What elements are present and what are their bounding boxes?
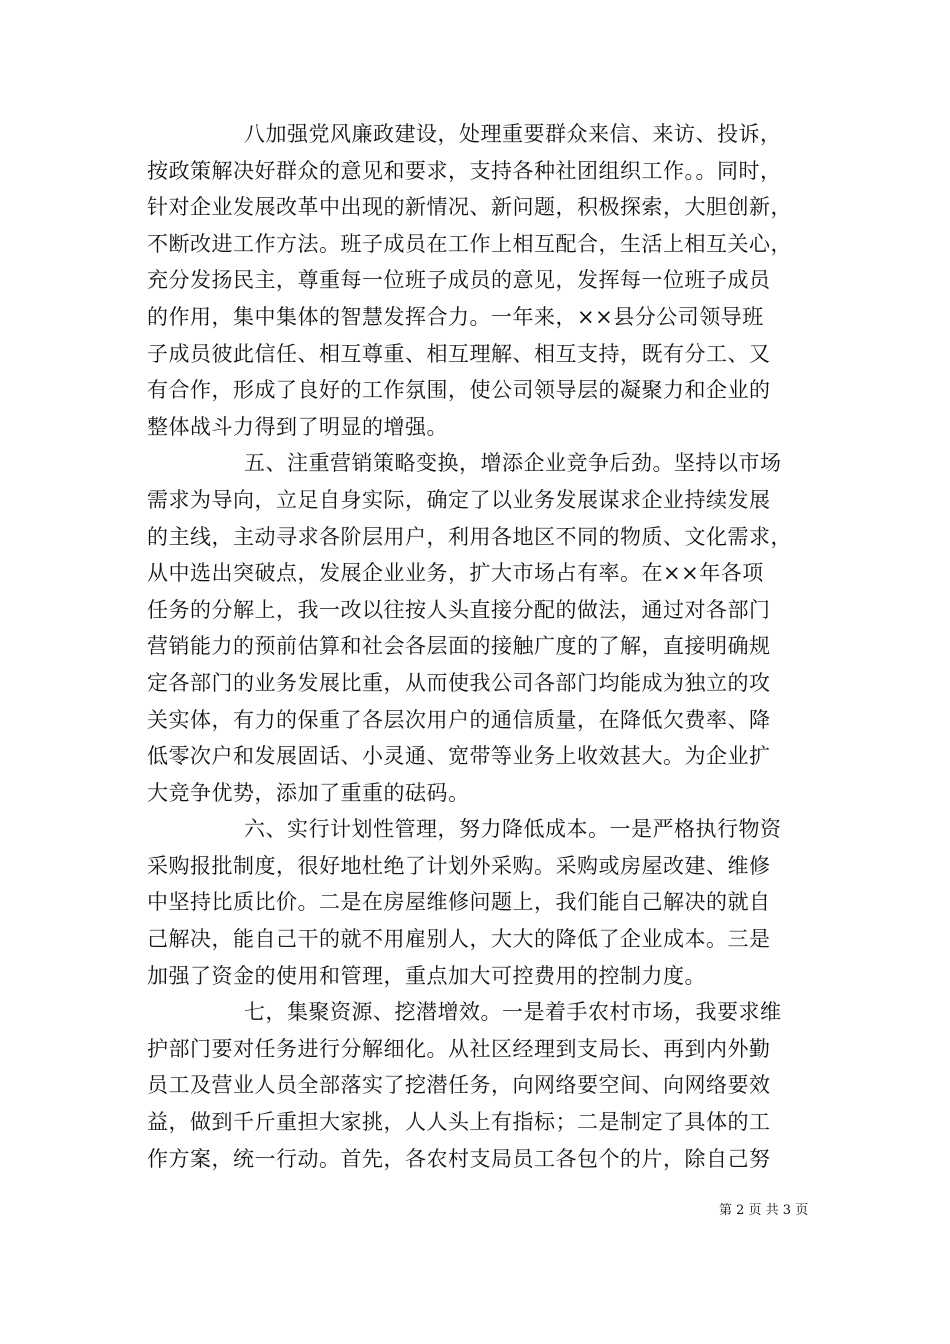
paragraph-line: 从中选出突破点，发展企业业务，扩大市场占有率。在××年各项 [147,561,764,586]
paragraph-line: 采购报批制度，很好地杜绝了计划外采购。采购或房屋改建、维修 [147,853,771,878]
paragraph-line: 整体战斗力得到了明显的增强。 [147,414,448,439]
paragraph-line: 己解决，能自己干的就不用雇别人，大大的降低了企业成本。三是 [147,927,771,952]
paragraph-line: 五、注重营销策略变换，增添企业竞争后劲。坚持以市场 [244,451,782,476]
paragraph-line: 充分发扬民主，尊重每一位班子成员的意见，发挥每一位班子成员 [147,268,771,293]
paragraph-line: 中坚持比质比价。二是在房屋维修问题上，我们能自己解决的就自 [147,890,771,915]
paragraph-line: 针对企业发展改革中出现的新情况、新问题，积极探索，大胆创新， [147,195,792,220]
paragraph-line: 需求为导向，立足自身实际，确定了以业务发展谋求企业持续发展 [147,487,771,512]
paragraph-line: 大竞争优势，添加了重重的砝码。 [147,780,470,805]
paragraph-line: 有合作，形成了良好的工作氛围，使公司领导层的凝聚力和企业的 [147,378,771,403]
page-number-footer: 第 2 页 共 3 页 [719,1203,809,1218]
paragraph-line: 益，做到千斤重担大家挑，人人头上有指标；二是制定了具体的工 [147,1110,771,1135]
paragraph-line: 的作用，集中集体的智慧发挥合力。一年来，××县分公司领导班 [147,304,764,329]
paragraph-line: 六、实行计划性管理，努力降低成本。一是严格执行物资 [244,817,782,842]
paragraph-line: 关实体，有力的保重了各层次用户的通信质量，在降低欠费率、降 [147,707,771,732]
paragraph-line: 护部门要对任务进行分解细化。从社区经理到支局长、再到内外勤 [147,1036,771,1061]
paragraph-line: 按政策解决好群众的意见和要求，支持各种社团组织工作。。同时， [147,158,782,183]
paragraph-line: 定各部门的业务发展比重，从而使我公司各部门均能成为独立的攻 [147,670,771,695]
paragraph-line: 任务的分解上，我一改以往按人头直接分配的做法，通过对各部门 [147,597,771,622]
paragraph-line: 七，集聚资源、挖潜增效。一是着手农村市场，我要求维 [244,1000,782,1025]
paragraph-line: 加强了资金的使用和管理，重点加大可控费用的控制力度。 [147,963,706,988]
paragraph-line: 八加强党风廉政建设，处理重要群众来信、来访、投诉， [244,122,782,146]
paragraph-line: 的主线，主动寻求各阶层用户，利用各地区不同的物质、文化需求， [147,524,792,549]
document-body [147,116,807,1177]
paragraph-line: 员工及营业人员全部落实了挖潜任务，向网络要空间、向网络要效 [147,1073,771,1098]
paragraph-line: 低零次户和发展固话、小灵通、宽带等业务上收效甚大。为企业扩 [147,744,771,769]
paragraph-line: 子成员彼此信任、相互尊重、相互理解、相互支持，既有分工、又 [147,341,771,366]
paragraph-line: 不断改进工作方法。班子成员在工作上相互配合，生活上相互关心， [147,231,792,256]
paragraph-line: 营销能力的预前估算和社会各层面的接触广度的了解，直接明确规 [147,634,771,659]
paragraph-line: 作方案，统一行动。首先，各农村支局员工各包个的片，除自己努 [147,1146,771,1171]
